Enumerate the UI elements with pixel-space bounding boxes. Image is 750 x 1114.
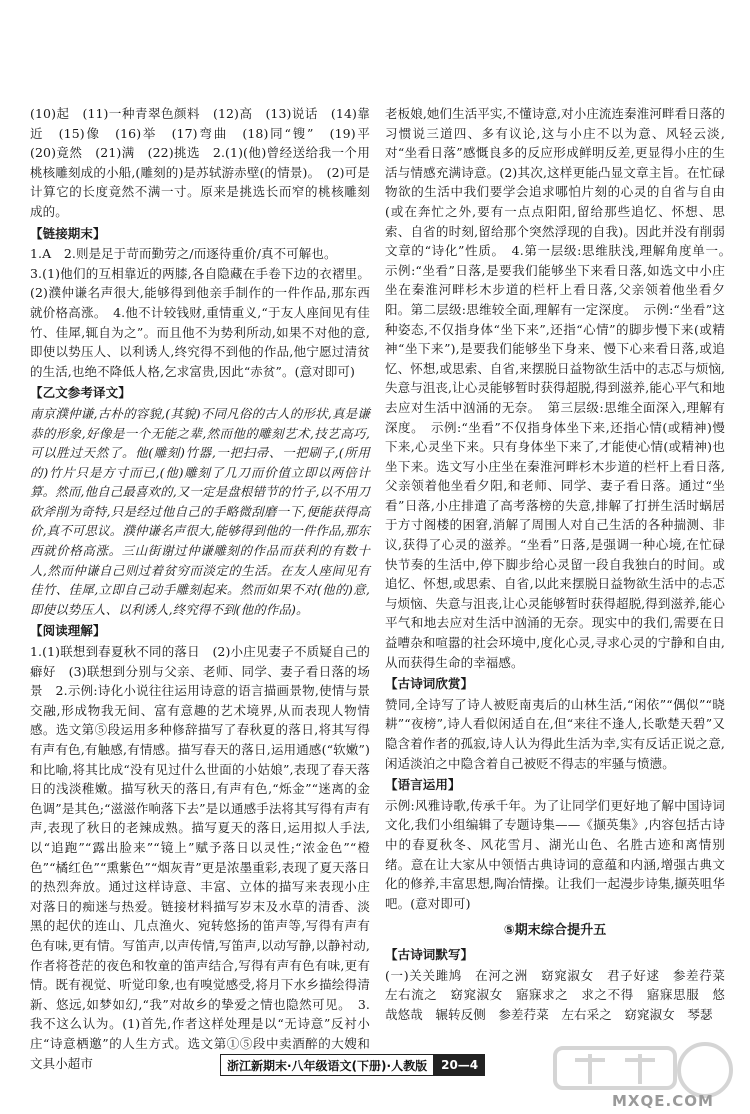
section-heading: 【阅读理解】: [30, 623, 106, 639]
section-title: ⑤期末综合提升五: [503, 923, 607, 939]
translation-paragraph: 南京濮仲谦,古朴的容貌,(其貌)不同凡俗的古人的形状,真是谦恭的形象,好像是一个无能之辈,然而他的雕刻艺术,技艺高巧,可以胜过天然了。他(雕刻)竹器,一把扫帚、一把刷子,(所用的)竹片只是方寸而已,(他)雕刻了几刀而价值立即以两倍计算。然而,他自己最喜欢的,又一定是盘根错节的竹子,以不用刀砍斧削为奇特,只是经过他自己的手略微刮磨一下,便能获得高价,真不可思议。濮仲谦名声很大,能够得到他的一件作品,那东西就价格高涨。三山街谢过仲谦雕刻的作品而获利的有数十人,然而仲谦自己则过着贫穷而淡定的生活。在友人座间见有佳竹、佳犀,立即自己动手雕刻起来。然而如果不对(他的)意,即使以势压人、以利诱人,终究得不到(他的作品)。: [30, 405, 370, 617]
section-heading: 【古诗词默写】: [385, 946, 474, 962]
watermark-text: MXQE.COM: [612, 1092, 714, 1110]
answer-paragraph: 1.A 2.则是足于苛而勤劳之/而逐待重价/真不可解也。: [30, 246, 337, 262]
section-heading: 【乙文参考译文】: [30, 385, 131, 401]
answer-paragraph: (10)起 (11)一种青翠色颜料 (12)高 (13)说话 (14)靠近 (15)像 (16)举 (17)弯曲 (18)同“锼” (19)平 (20)竟然 (21)满 (22)挑选 2.(1)(他)曾经送给我一个用桃核雕刻成的小船,(雕刻的)是苏轼游赤壁(的情景)。 (2)可是计算它的长度竟然不满一寸。原来是挑选长而窄的桃核雕刻成的。: [30, 106, 383, 219]
left-column: [30, 104, 383, 1073]
section-heading: 【古诗词欣赏】: [385, 676, 474, 692]
answer-paragraph: 示例:风雅诗歌,传承千年。为了让同学们更好地了解中国诗词文化,我们小组编辑了专题诗集——《撷英集》,内容包括古诗中的春夏秋冬、风花雪月、湖光山色、名胜古迹和离情别绪。意在让大家从中领悟古典诗词的意蕴和内涵,增强古典文化的修养,丰富思想,陶冶情操。让我们一起漫步诗集,撷英咀华吧。(意对即可): [385, 797, 725, 911]
answer-paragraph: 赞同,全诗写了诗人被贬南夷后的山林生活,“闲依”“偶似”“晓耕”“夜榜”,诗人看似闲适自在,但“来往不逢人,长歌楚天碧”又隐含着作者的孤寂,诗人认为得此生活为幸,实有反话正说之意,闲适淡泊之中隐含着自己被贬不得志的牢骚与愤懑。: [385, 696, 725, 771]
answer-paragraph: 3.(1)他们的互相靠近的两膝,各自隐藏在手卷下边的衣褶里。(2)濮仲谦名声很大,能够得到他亲手制作的一件作品,那东西就价格高涨。 4.他不计较钱财,重情重义,“于友人座间见有佳竹、佳犀,辄自为之”。而且他不为势利所动,如果不对他的意,即使以势压人、以利诱人,终究得不到他的作品,他宁愿过清贫的生活,也绝不降低人格,乞求富贵,因此“赤贫”。(意对即可): [30, 265, 370, 379]
footer-book-title: 浙江新期末·八年级语文(下册)·人教版: [220, 1054, 434, 1076]
page-footer: [220, 1054, 485, 1076]
answer-paragraph: 1.(1)联想到春夏秋不同的落日 (2)小庄见妻子不质疑自己的癖好 (3)联想到分别与父亲、老师、同学、妻子看日落的场景 2.示例:诗化小说往往运用诗意的语言描画景物,使情与景交融,形成物我无间、富有意趣的艺术境界,从而表现人物情感。选文第⑤段运用多种修辞描写了春秋夏的落日,将其写得有声有色,有触感,有情感。描写春天的落日,运用通感(“软嫩”)和比喻,将其比成“没有见过什么世面的小姑娘”,表现了春天落日的浅淡稚嫩。描写秋天的落日,有声有色,“烁金”“迷离的金色调”是其色;“滋滋作响落下去”是以通感手法将其写得有声有声,表现了秋日的老辣成熟。描写夏天的落日,运用拟人手法,以“追跑”“露出脸来”“镜上”赋予落日以灵性;“浓金色”“橙色”“橘红色”“熏紫色”“烟灰青”更是浓墨重彩,表现了夏天落日的热烈奔放。通过这样诗意、丰富、立体的描写来表现小庄对落日的痴迷与热爱。链接材料描写岁末及水草的清香、淡黑的起伏的连山、几点渔火、宛转悠扬的笛声等,写得有声有色有味,更有情。写笛声,以声传情,写笛声,以动写静,以静衬动,作者将苍茫的夜色和牧童的笛声结合,写得有声有色有味,更有情。既有视觉、听觉印象,也有嗅觉感受,将月下水乡描绘得清新、悠远,如梦如幻,“我”对故乡的挚爱之情也隐然可见。 3.我不这么认为。(1)首先,作者这样处理是以“无诗意”反衬小庄“诗意栖邀”的人生方式。选文第①⑤段中卖酒醉的大嫂和文具小超市: [30, 644, 370, 1071]
section-heading: 【语言运用】: [385, 777, 461, 793]
right-column: [385, 104, 738, 1024]
footer-page-number: 20—4: [434, 1054, 485, 1076]
answer-paragraph: 老板娘,她们生活平实,不懂诗意,对小庄流连秦淮河畔看日落的习惯说三道四、多有议论,这与小庄不以为意、风轻云淡,对“坐看日落”感慨良多的反应形成鲜明反差,更显得小庄的生活与情感充满诗意。(2)其次,这样更能凸显文章主旨。在忙碌物欲的生活中我们要学会追求哪怕片刻的心灵的自省与自由(或在奔忙之外,要有一点点阳阳,留给那些追忆、怀想、思索、自省的时刻,留给那个突然浮现的自我)。因此并没有削弱文章的“诗化”性质。 4.第一层级:思维肤浅,理解角度单一。 示例:“坐看”日落,是要我们能够坐下来看日落,如选文中小庄坐在秦淮河畔杉木步道的栏杆上看日落,父亲领着他坐看夕阳。第二层级:思维较全面,理解有一定深度。 示例:“坐看”这种姿态,不仅指身体“坐下来”,还指“心情”的脚步慢下来(或精神“坐下来”),是要我们能够坐下身来、慢下心来看日落,或追忆、怀想,或思索、自省,来摆脱日益物欲生活中的志忑与烦恼,失意与沮丧,让心灵能够暂时获得超脱,得到滋养,能心平气和地去应对生活中汹涌的无奈。 第三层级:思维全面深入,理解有深度。 示例:“坐看”不仅指身体坐下来,还指心情(或精神)慢下来,心灵坐下来。只有身体坐下来了,才能使心情(或精神)也坐下来。选文写小庄坐在秦淮河畔杉木步道的栏杆上看日落,父亲领着他坐看夕阳,和老师、同学、妻子看日落。通过“坐看”日落,小庄排遣了高考落榜的失意,排解了打拼生活时蜗居于方寸阁楼的困窘,消解了周围人对自己生活的各种揣测、非议,获得了心灵的滋养。“坐看”日落,是强调一种心境,在忙碌快节奏的生活中,停下脚步给心灵留一段自我独白的时间。或追忆、怀想,或思索、自省,以此来摆脱日益物欲生活中的忐忑与烦恼、失意与沮丧,让心灵能够暂时获得超脱,得到滋养,能心平气和地去应对生活中汹涌的无奈。现实中的我们,需要在日益嘈杂和喧嚣的社会环境中,度化心灵,寻求心灵的宁静和自由,从而获得生命的幸福感。: [385, 106, 738, 670]
answer-paragraph: (一)关关雎鸠 在河之洲 窈窕淑女 君子好逑 参差荇菜 左右流之 窈窕淑女 寤寐求之 求之不得 寤寐思服 悠哉悠哉 辗转反侧 参差荇菜 左右采之 窈窕淑女 琴瑟: [385, 967, 738, 1022]
section-heading: 【链接期末】: [30, 225, 106, 241]
